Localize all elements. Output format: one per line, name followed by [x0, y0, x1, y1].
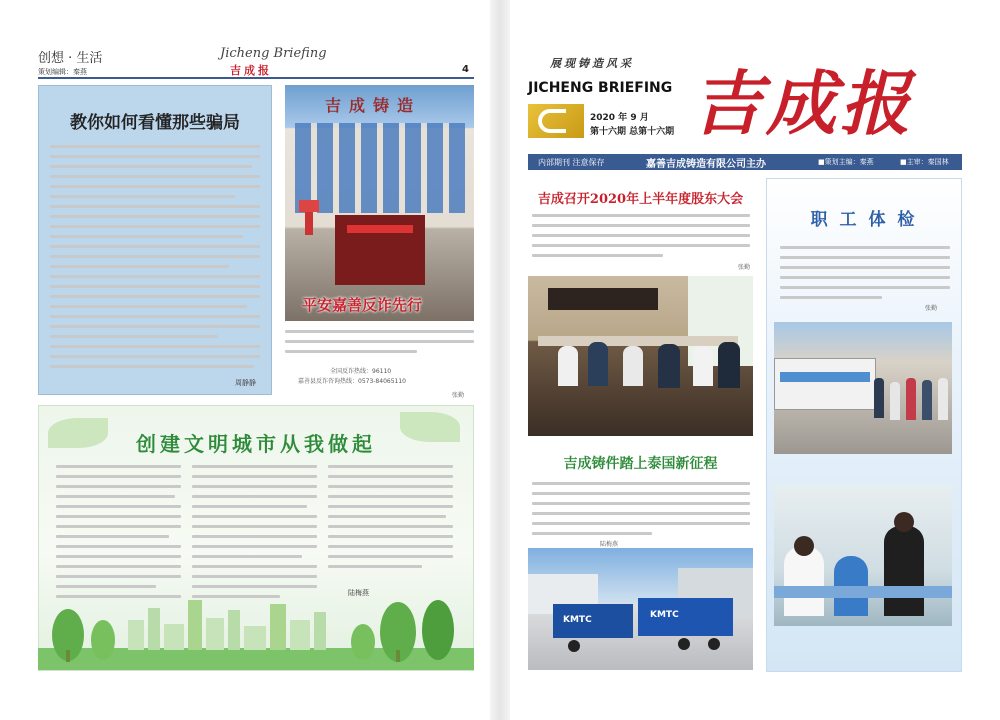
- section-label: 创想 · 生活: [38, 51, 103, 66]
- page-number: 4: [462, 64, 469, 75]
- civilized-text-col-3: [328, 465, 453, 585]
- civilized-text-col-1: [56, 465, 181, 605]
- factory-article-text: [285, 330, 474, 370]
- logo-mark-icon: [538, 109, 566, 133]
- shareholder-title: 吉成召开2020年上半年度股东大会: [537, 192, 744, 207]
- masthead: 吉成报: [692, 62, 914, 145]
- chief-editor: ■主审：秦国林: [900, 158, 949, 166]
- fraud-slogan: 平安嘉善反诈先行: [302, 296, 423, 314]
- brand-english: JICHENG BRIEFING: [528, 80, 673, 96]
- thailand-text: [532, 482, 750, 542]
- sponsor: 嘉善吉成铸造有限公司主办: [646, 159, 766, 170]
- fraud-article-title: 教你如何看懂那些骗局: [70, 113, 240, 133]
- thailand-title: 吉成铸件踏上泰国新征程: [563, 456, 718, 472]
- brand-script: Jicheng Briefing: [220, 46, 327, 61]
- issue-number: 第十六期 总第十六期: [590, 127, 675, 137]
- header-rule: [38, 77, 474, 79]
- civilized-city-title: 创建文明城市从我做起: [136, 432, 376, 456]
- physical-exam-text: [780, 246, 950, 306]
- thailand-author: 陆梅燕: [600, 541, 619, 548]
- civilized-author: 陆梅燕: [348, 589, 369, 597]
- shareholder-credit: 张勤: [738, 264, 751, 271]
- civilized-text-col-2: [192, 465, 317, 605]
- factory-photo: [285, 85, 474, 321]
- planner: ■策划主编：秦燕: [818, 158, 874, 166]
- fraud-article-author: 周静静: [235, 379, 256, 387]
- leaf-decoration-left: [48, 418, 108, 448]
- container-1: KMTC: [553, 604, 633, 638]
- exam-bus-photo: [774, 322, 952, 454]
- issue-date: 2020 年 9 月: [590, 113, 649, 123]
- company-logo: [528, 104, 584, 138]
- physical-exam-title: 职 工 体 检: [810, 210, 918, 230]
- slogan: 展现铸造风采: [550, 57, 634, 70]
- internal-note: 内部期刊 注意保存: [538, 158, 605, 167]
- exam-blood-test-photo: [774, 486, 952, 626]
- mini-logo: 吉成报: [230, 64, 272, 77]
- container-2: KMTC: [638, 598, 733, 636]
- shareholder-text: [532, 214, 750, 264]
- container-truck-photo: [528, 548, 753, 670]
- page-fold: [490, 0, 510, 720]
- contact-2: 嘉善县反诈咨询热线：0573-84065110: [298, 378, 406, 385]
- city-skyline-illustration: [38, 590, 474, 670]
- contact-1: 全国反诈热线：96110: [330, 368, 392, 375]
- factory-credit: 张勤: [452, 392, 465, 399]
- meeting-photo: [528, 276, 753, 436]
- building-sign: 吉成铸造: [325, 96, 422, 115]
- editor-line: 策划编辑：秦燕: [38, 68, 87, 76]
- leaf-decoration-right: [400, 412, 460, 442]
- physical-exam-credit: 张勤: [925, 305, 938, 312]
- fraud-article-text: [50, 145, 260, 373]
